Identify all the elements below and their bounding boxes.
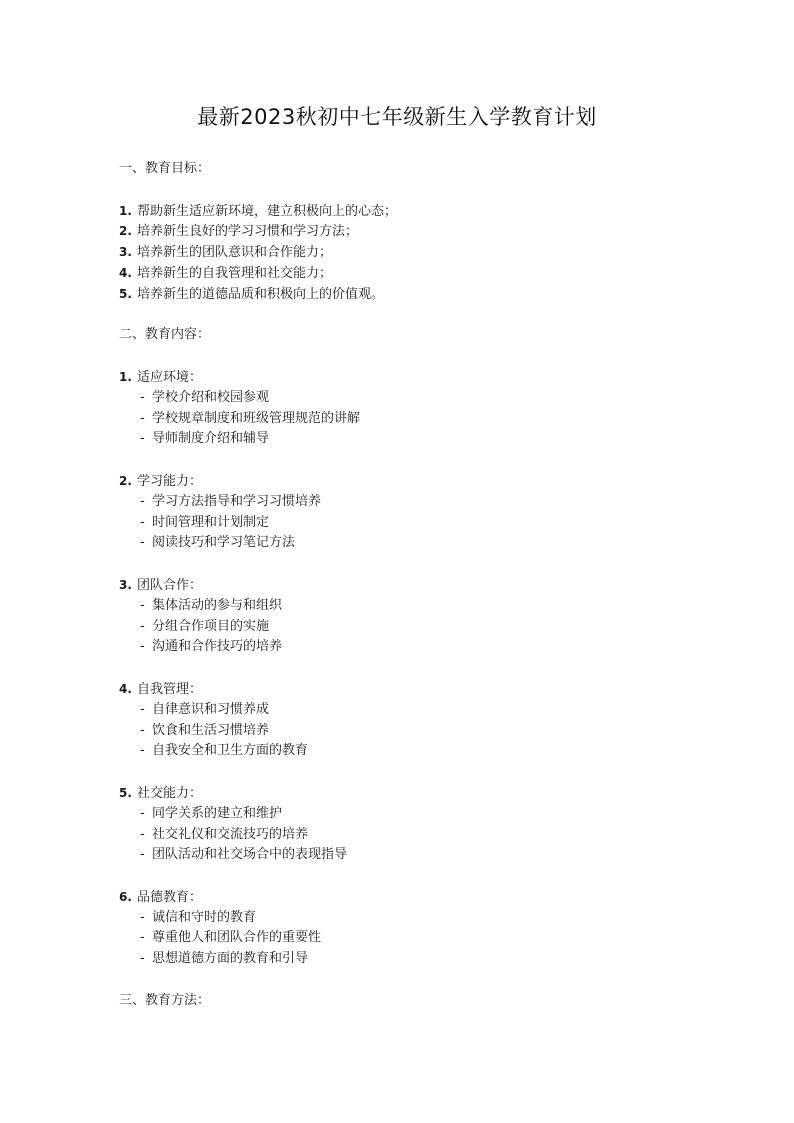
document-body <box>119 159 739 1012</box>
sub-item <box>140 617 739 638</box>
dash-marker: - <box>140 909 145 925</box>
item-number: 2. <box>119 224 132 239</box>
dash-marker: - <box>140 618 145 634</box>
sub-item-text: 诚信和守时的教育 <box>152 909 257 925</box>
goal-item <box>119 201 739 222</box>
sub-item <box>140 928 739 949</box>
dash-marker: - <box>140 535 145 551</box>
dash-marker: - <box>140 431 145 447</box>
sub-item <box>140 637 739 658</box>
goals-heading: 一、教育目标： <box>119 161 211 176</box>
section-items <box>119 492 739 554</box>
dash-marker: - <box>140 805 145 821</box>
section-title <box>119 679 739 700</box>
sub-item <box>140 825 739 846</box>
goal-text: 帮助新生适应新环境，建立积极向上的心态； <box>137 203 398 219</box>
sub-item-text: 自律意识和习惯养成 <box>152 701 270 717</box>
spacer <box>119 305 739 326</box>
spacer <box>119 762 739 783</box>
sub-item-text: 学校介绍和校园参观 <box>152 389 270 405</box>
content-section <box>119 575 739 679</box>
content-section <box>119 471 739 575</box>
section-title-text: 适应环境： <box>137 369 203 385</box>
dash-marker: - <box>140 743 145 759</box>
spacer <box>119 450 739 471</box>
sub-item <box>140 949 739 970</box>
spacer <box>119 180 739 201</box>
sub-item-text: 时间管理和计划制定 <box>152 514 270 530</box>
section-items <box>119 908 739 970</box>
sub-item-text: 团队活动和社交场合中的表现指导 <box>152 847 348 863</box>
goal-text: 培养新生良好的学习习惯和学习方法； <box>137 224 359 240</box>
content-section <box>119 367 739 471</box>
section-title <box>119 367 739 388</box>
item-number: 3. <box>119 245 132 260</box>
content-heading: 二、教育内容： <box>119 327 211 343</box>
section-title <box>119 575 739 596</box>
sub-item-text: 学校规章制度和班级管理规范的讲解 <box>152 410 361 426</box>
sub-item-text: 社交礼仪和交流技巧的培养 <box>152 826 309 842</box>
sub-item-text: 同学关系的建立和维护 <box>152 805 283 821</box>
content-section <box>119 783 739 887</box>
section-title <box>119 887 739 908</box>
content-section <box>119 887 739 991</box>
sub-item-text: 分组合作项目的实施 <box>152 618 270 634</box>
dash-marker: - <box>140 951 145 967</box>
goal-item <box>119 263 739 284</box>
item-number: 4. <box>119 681 132 696</box>
sub-item <box>140 429 739 450</box>
section-items <box>119 804 739 866</box>
section-items <box>119 596 739 658</box>
dash-marker: - <box>140 701 145 717</box>
item-number: 6. <box>119 889 132 904</box>
spacer <box>119 866 739 887</box>
goals-list <box>119 201 739 305</box>
sub-item <box>140 596 739 617</box>
sub-item <box>140 513 739 534</box>
dash-marker: - <box>140 639 145 655</box>
spacer <box>119 970 739 991</box>
sub-item-text: 阅读技巧和学习笔记方法 <box>152 535 296 551</box>
dash-marker: - <box>140 597 145 613</box>
sub-item <box>140 700 739 721</box>
dash-marker: - <box>140 389 145 405</box>
dash-marker: - <box>140 410 145 426</box>
sub-item <box>140 388 739 409</box>
dash-marker: - <box>140 514 145 530</box>
sub-item-text: 思想道德方面的教育和引导 <box>152 951 309 967</box>
sub-item <box>140 908 739 929</box>
spacer <box>119 658 739 679</box>
spacer <box>119 554 739 575</box>
sub-item-text: 导师制度介绍和辅导 <box>152 431 270 447</box>
sub-item-text: 尊重他人和团队合作的重要性 <box>152 930 322 946</box>
dash-marker: - <box>140 930 145 946</box>
goal-item <box>119 284 739 305</box>
section-items <box>119 388 739 450</box>
dash-marker: - <box>140 722 145 738</box>
item-number: 2. <box>119 473 132 488</box>
sub-item <box>140 845 739 866</box>
item-number: 5. <box>119 785 132 800</box>
goal-text: 培养新生的道德品质和积极向上的价值观。 <box>137 286 385 302</box>
sub-item <box>140 409 739 430</box>
sub-item-text: 自我安全和卫生方面的教育 <box>152 743 309 759</box>
content-section <box>119 679 739 783</box>
sub-item-text: 学习方法指导和学习习惯培养 <box>152 493 322 509</box>
section-title-text: 团队合作： <box>137 577 203 593</box>
dash-marker: - <box>140 493 145 509</box>
goal-item <box>119 221 739 242</box>
item-number: 1. <box>119 369 132 384</box>
spacer <box>119 346 739 367</box>
goal-item <box>119 242 739 263</box>
sub-item-text: 沟通和合作技巧的培养 <box>152 639 283 655</box>
goal-text: 培养新生的团队意识和合作能力； <box>137 245 333 261</box>
methods-heading: 三、教育方法： <box>119 992 211 1008</box>
sub-item <box>140 533 739 554</box>
dash-marker: - <box>140 826 145 842</box>
section-title <box>119 471 739 492</box>
section-title-text: 自我管理： <box>137 681 203 697</box>
item-number: 4. <box>119 265 132 280</box>
sub-item <box>140 721 739 742</box>
item-number: 1. <box>119 203 132 218</box>
section-title-text: 品德教育： <box>137 889 203 905</box>
item-number: 3. <box>119 577 132 592</box>
sub-item <box>140 804 739 825</box>
sub-item <box>140 741 739 762</box>
document-title: 最新2023秋初中七年级新生入学教育计划 <box>197 105 597 129</box>
section-title-text: 学习能力： <box>137 473 203 489</box>
item-number: 5. <box>119 286 132 301</box>
sub-item <box>140 492 739 513</box>
section-title <box>119 783 739 804</box>
sub-item-text: 饮食和生活习惯培养 <box>152 722 270 738</box>
section-items <box>119 700 739 762</box>
section-title-text: 社交能力： <box>137 785 203 801</box>
sub-item-text: 集体活动的参与和组织 <box>152 597 283 613</box>
dash-marker: - <box>140 847 145 863</box>
goal-text: 培养新生的自我管理和社交能力； <box>137 265 333 281</box>
